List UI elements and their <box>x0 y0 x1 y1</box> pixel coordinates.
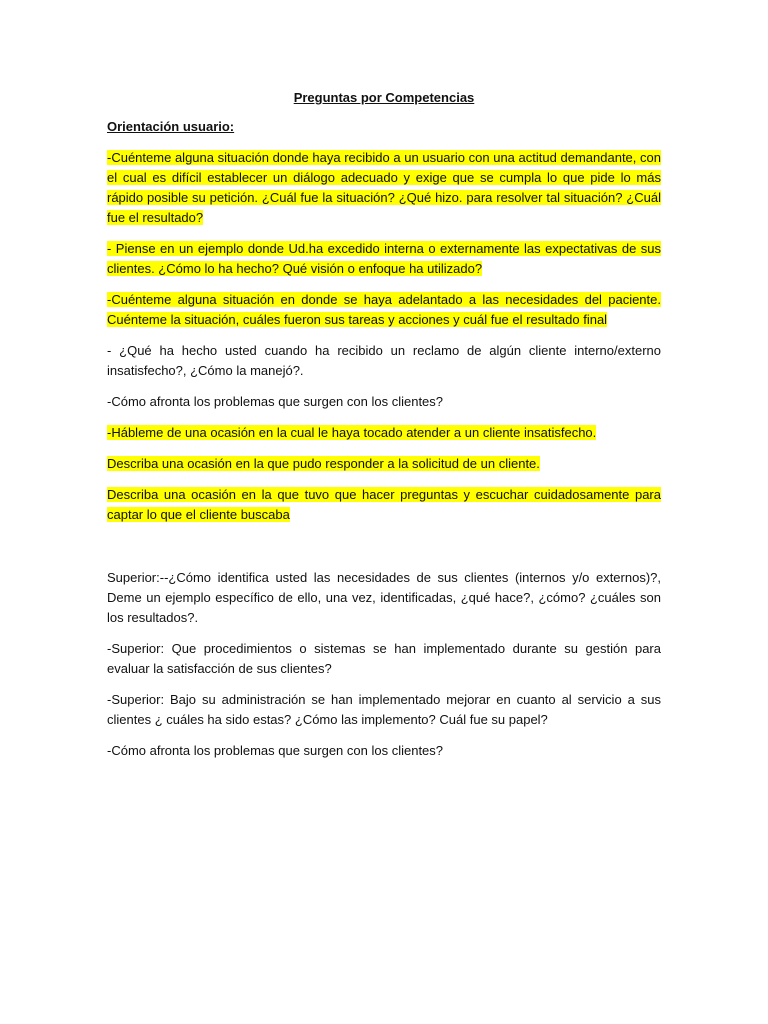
question-text: - Piense en un ejemplo donde Ud.ha excedido interna o externamente las expectativas de sus clientes. ¿Cómo lo ha hecho? Qué visión o enfoque ha utilizado? <box>107 241 661 276</box>
question-text: -Cómo afronta los problemas que surgen con los clientes? <box>107 743 444 758</box>
question-text: -Cómo afronta los problemas que surgen con los clientes? <box>107 394 444 409</box>
question-text: -Hábleme de una ocasión en la cual le haya tocado atender a un cliente insatisfecho. <box>107 425 597 440</box>
question-text: -Cuénteme alguna situación en donde se haya adelantado a las necesidades del paciente. Cuénteme la situación, cuáles fueron sus tareas y acciones y cuál fue el resultado final <box>107 292 661 327</box>
document-content <box>107 88 661 772</box>
question-paragraph <box>107 423 661 443</box>
document-title: Preguntas por Competencias <box>293 90 475 105</box>
question-text: Superior:--¿Cómo identifica usted las necesidades de sus clientes (internos y/o externos)?, Deme un ejemplo específico de ello, una vez, identificadas, ¿qué hace?, ¿cómo? ¿cuáles son los resultados?. <box>107 570 661 625</box>
superior-question-paragraph <box>107 568 661 628</box>
section-heading: Orientación usuario: <box>107 119 235 134</box>
question-paragraph <box>107 290 661 330</box>
superior-question-paragraph <box>107 690 661 730</box>
question-paragraph <box>107 148 661 228</box>
question-paragraph <box>107 239 661 279</box>
question-paragraph <box>107 741 661 761</box>
question-paragraph <box>107 341 661 381</box>
question-text: Describa una ocasión en la que pudo responder a la solicitud de un cliente. <box>107 456 540 471</box>
question-text: -Cuénteme alguna situación donde haya recibido a un usuario con una actitud demandante, con el cual es difícil establecer un diálogo adecuado y exige que se cumpla lo que pide lo más rápido posible su petición. ¿Cuál fue la situación? ¿Qué hizo. para resolver tal situación? ¿Cuál fue el resultado? <box>107 150 661 225</box>
question-text: -Superior: Bajo su administración se han implementado mejorar en cuanto al servicio a sus clientes ¿ cuáles ha sido estas? ¿Cómo las implemento? Cuál fue su papel? <box>107 692 661 727</box>
question-text: -Superior: Que procedimientos o sistemas se han implementado durante su gestión para evaluar la satisfacción de sus clientes? <box>107 641 661 676</box>
question-paragraph <box>107 392 661 412</box>
section-spacer <box>107 536 661 568</box>
question-paragraph <box>107 454 661 474</box>
question-text: - ¿Qué ha hecho usted cuando ha recibido un reclamo de algún cliente interno/externo insatisfecho?, ¿Cómo la manejó?. <box>107 343 661 378</box>
question-text: Describa una ocasión en la que tuvo que hacer preguntas y escuchar cuidadosamente para captar lo que el cliente buscaba <box>107 487 661 522</box>
question-paragraph <box>107 485 661 525</box>
superior-question-paragraph <box>107 639 661 679</box>
